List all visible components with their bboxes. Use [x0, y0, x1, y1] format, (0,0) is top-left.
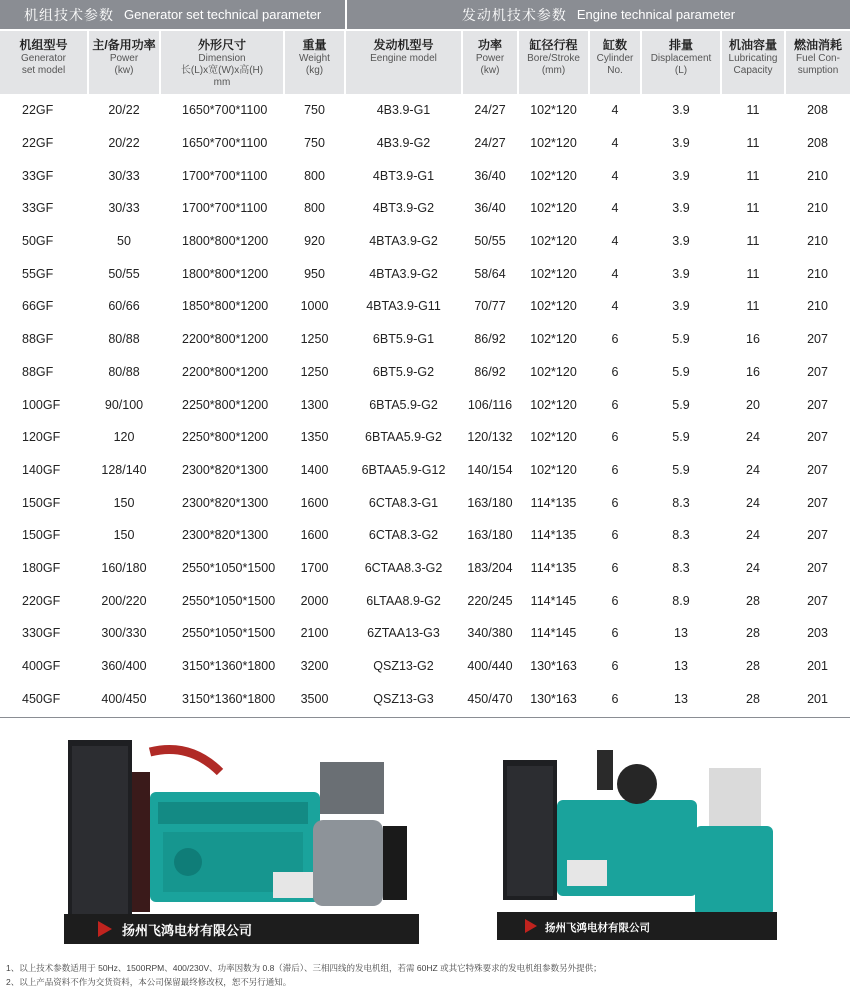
table-cell: 22GF	[22, 103, 54, 118]
table-row	[0, 682, 850, 715]
table-row	[0, 290, 850, 323]
table-cell: 20	[746, 397, 760, 412]
table-cell: 163/180	[467, 528, 513, 543]
table-cell: 11	[746, 234, 760, 249]
table-cell: 11	[746, 168, 760, 183]
col-header-engine-model: 发动机型号 Eengine model	[345, 31, 462, 94]
alternator	[695, 826, 773, 916]
table-cell: 210	[807, 168, 828, 183]
table-cell: 1000	[300, 299, 329, 314]
table-cell: 3.9	[672, 266, 690, 281]
table-cell: 150GF	[22, 528, 61, 543]
table-cell: 3200	[300, 659, 329, 674]
col-header-fuel: 燃油消耗 Fuel Con- sumption	[785, 31, 850, 94]
table-cell: 220GF	[22, 593, 61, 608]
table-cell: 24	[746, 560, 760, 575]
table-row	[0, 323, 850, 356]
table-cell: 22GF	[22, 136, 54, 151]
table-cell: 4	[611, 266, 619, 281]
table-cell: 80/88	[108, 332, 140, 347]
table-cell: 114*145	[530, 626, 577, 641]
col-header-displacement: 排量 Displacement (L)	[641, 31, 721, 94]
table-cell: 207	[807, 332, 828, 347]
table-cell: 207	[807, 495, 828, 510]
table-cell: 11	[746, 103, 760, 118]
table-cell: 3.9	[672, 299, 690, 314]
table-cell: 11	[746, 136, 760, 151]
table-cell: 400/450	[101, 691, 147, 706]
table-cell: 28	[746, 626, 760, 641]
table-cell: 800	[304, 168, 325, 183]
table-cell: 3150*1360*1800	[182, 691, 276, 706]
table-cell: 102*120	[530, 299, 577, 314]
table-cell: QSZ13-G2	[373, 659, 434, 674]
table-cell: 6BT5.9-G2	[372, 364, 435, 379]
table-cell: 6	[611, 495, 619, 510]
generator-photo-large	[58, 732, 428, 954]
table-cell: 102*120	[530, 168, 577, 183]
table-cell: 2100	[300, 626, 329, 641]
table-cell: 1700*700*1100	[182, 201, 268, 216]
table-cell: 24	[746, 430, 760, 445]
table-cell: 4BT3.9-G2	[372, 201, 435, 216]
table-row	[0, 421, 850, 454]
table-cell: 58/64	[474, 266, 506, 281]
engine-section-header	[347, 0, 850, 29]
table-cell: 2250*800*1200	[182, 397, 269, 412]
table-cell: 24	[746, 495, 760, 510]
table-cell: 5.9	[672, 364, 690, 379]
table-row	[0, 159, 850, 192]
table-cell: 130*163	[530, 691, 577, 706]
table-cell: 6BTAA5.9-G2	[365, 430, 442, 445]
table-cell: 16	[746, 364, 760, 379]
table-cell: 36/40	[474, 201, 506, 216]
table-cell: QSZ13-G3	[373, 691, 434, 706]
table-cell: 207	[807, 364, 828, 379]
table-cell: 120GF	[22, 430, 61, 445]
table-row	[0, 127, 850, 160]
table-cell: 2200*800*1200	[182, 364, 269, 379]
table-cell: 4	[611, 103, 619, 118]
table-cell: 130*163	[530, 659, 577, 674]
col-header-engine-power: 功率 Power (kw)	[462, 31, 518, 94]
alternator	[313, 820, 383, 906]
table-cell: 50GF	[22, 234, 54, 249]
column-header-row	[0, 31, 850, 94]
table-cell: 330GF	[22, 626, 61, 641]
table-cell: 6	[611, 462, 619, 477]
table-cell: 88GF	[22, 364, 54, 379]
table-cell: 2300*820*1300	[182, 495, 269, 510]
table-cell: 8.9	[672, 593, 690, 608]
table-cell: 13	[674, 626, 688, 641]
table-cell: 5.9	[672, 397, 690, 412]
table-cell: 3.9	[672, 168, 690, 183]
spec-table-body	[0, 94, 850, 715]
table-cell: 207	[807, 430, 828, 445]
table-cell: 210	[807, 201, 828, 216]
table-cell: 11	[746, 266, 760, 281]
table-cell: 1400	[300, 462, 329, 477]
table-cell: 120	[113, 430, 135, 445]
table-cell: 4BTA3.9-G2	[369, 234, 438, 249]
table-cell: 90/100	[104, 397, 144, 412]
table-cell: 203	[807, 626, 828, 641]
table-cell: 1850*800*1200	[182, 299, 269, 314]
table-cell: 2250*800*1200	[182, 430, 269, 445]
table-cell: 1250	[300, 332, 329, 347]
table-row	[0, 584, 850, 617]
table-row	[0, 192, 850, 225]
table-cell: 102*120	[530, 266, 577, 281]
table-cell: 5.9	[672, 332, 690, 347]
table-row	[0, 617, 850, 650]
table-cell: 360/400	[101, 659, 147, 674]
table-cell: 6	[611, 430, 619, 445]
table-cell: 106/116	[467, 397, 513, 412]
company-name-right: 扬州飞鸿电材有限公司	[545, 922, 650, 934]
table-cell: 163/180	[467, 495, 513, 510]
table-cell: 207	[807, 397, 828, 412]
table-cell: 20/22	[108, 103, 140, 118]
table-cell: 210	[807, 299, 828, 314]
table-cell: 80/88	[108, 364, 140, 379]
table-cell: 400/440	[467, 659, 513, 674]
table-cell: 66GF	[22, 299, 54, 314]
table-cell: 340/380	[467, 626, 513, 641]
table-cell: 4	[611, 201, 619, 216]
table-cell: 102*120	[530, 430, 577, 445]
table-cell: 102*120	[530, 332, 577, 347]
table-cell: 6	[611, 397, 619, 412]
table-cell: 200/220	[101, 593, 147, 608]
table-cell: 140GF	[22, 462, 61, 477]
footnotes	[6, 961, 846, 989]
table-cell: 5.9	[672, 462, 690, 477]
table-cell: 114*135	[530, 528, 577, 543]
table-cell: 2200*800*1200	[182, 332, 269, 347]
table-cell: 86/92	[474, 364, 506, 379]
table-cell: 208	[807, 136, 828, 151]
table-cell: 2300*820*1300	[182, 528, 269, 543]
table-cell: 1250	[300, 364, 329, 379]
table-cell: 207	[807, 593, 828, 608]
table-cell: 207	[807, 528, 828, 543]
table-cell: 400GF	[22, 659, 61, 674]
generator-section-title-cn: 机组技术参数	[24, 6, 114, 23]
table-cell: 4	[611, 299, 619, 314]
table-cell: 140/154	[467, 462, 513, 477]
table-cell: 50	[117, 234, 131, 249]
table-cell: 4BTA3.9-G11	[366, 299, 441, 314]
table-cell: 150GF	[22, 495, 61, 510]
table-cell: 128/140	[101, 462, 147, 477]
table-cell: 6CTAA8.3-G2	[364, 560, 443, 575]
table-cell: 102*120	[530, 103, 577, 118]
table-row	[0, 486, 850, 519]
table-cell: 2550*1050*1500	[182, 560, 276, 575]
table-row	[0, 388, 850, 421]
table-cell: 6	[611, 626, 619, 641]
table-cell: 920	[304, 234, 325, 249]
table-cell: 3.9	[672, 103, 690, 118]
table-cell: 60/66	[108, 299, 140, 314]
table-row	[0, 94, 850, 127]
table-cell: 6	[611, 560, 619, 575]
table-cell: 160/180	[101, 560, 147, 575]
col-header-cylinder: 缸数 Cylinder No.	[589, 31, 641, 94]
table-cell: 120/132	[467, 430, 513, 445]
table-cell: 102*120	[530, 462, 577, 477]
table-cell: 102*120	[530, 397, 577, 412]
col-header-dimension: 外形尺寸 Dimension 长(L)x宽(W)x高(H) mm	[160, 31, 284, 94]
table-cell: 1700	[300, 560, 329, 575]
table-cell: 2550*1050*1500	[182, 626, 276, 641]
table-cell: 1300	[300, 397, 329, 412]
table-cell: 13	[674, 659, 688, 674]
table-cell: 6	[611, 593, 619, 608]
table-cell: 6	[611, 528, 619, 543]
table-cell: 4B3.9-G1	[376, 103, 431, 118]
table-cell: 6CTA8.3-G2	[368, 528, 439, 543]
table-cell: 16	[746, 332, 760, 347]
table-cell: 6CTA8.3-G1	[368, 495, 439, 510]
generator-section-title-en: Generator set technical parameter	[124, 7, 322, 22]
table-cell: 28	[746, 691, 760, 706]
table-cell: 207	[807, 560, 828, 575]
table-cell: 201	[807, 691, 828, 706]
table-cell: 8.3	[672, 528, 690, 543]
table-cell: 102*120	[530, 136, 577, 151]
col-header-model: 机组型号 Generator set model	[0, 31, 88, 94]
col-header-weight: 重量 Weight (kg)	[284, 31, 345, 94]
table-cell: 1600	[300, 528, 329, 543]
generator-section-header	[0, 0, 345, 29]
product-photos	[0, 718, 850, 958]
table-cell: 950	[304, 266, 325, 281]
table-row	[0, 356, 850, 389]
table-cell: 30/33	[108, 168, 140, 183]
table-cell: 11	[746, 299, 760, 314]
table-cell: 6	[611, 332, 619, 347]
table-cell: 88GF	[22, 332, 54, 347]
table-cell: 180GF	[22, 560, 61, 575]
table-cell: 3.9	[672, 136, 690, 151]
table-cell: 102*120	[530, 234, 577, 249]
table-cell: 6	[611, 364, 619, 379]
table-cell: 28	[746, 659, 760, 674]
table-cell: 1800*800*1200	[182, 266, 269, 281]
table-cell: 3.9	[672, 201, 690, 216]
table-cell: 70/77	[474, 299, 506, 314]
table-cell: 114*145	[530, 593, 577, 608]
table-cell: 207	[807, 462, 828, 477]
table-cell: 4	[611, 234, 619, 249]
table-cell: 100GF	[22, 397, 61, 412]
table-cell: 750	[304, 103, 325, 118]
table-cell: 55GF	[22, 266, 54, 281]
table-cell: 102*120	[530, 364, 577, 379]
table-cell: 2000	[300, 593, 329, 608]
col-header-lubricating: 机油容量 Lubricating Capacity	[721, 31, 785, 94]
table-cell: 102*120	[530, 201, 577, 216]
table-cell: 150	[113, 495, 135, 510]
table-cell: 6LTAA8.9-G2	[366, 593, 441, 608]
table-cell: 4	[611, 136, 619, 151]
table-cell: 800	[304, 201, 325, 216]
table-cell: 8.3	[672, 495, 690, 510]
table-cell: 24/27	[474, 136, 506, 151]
table-cell: 1600	[300, 495, 329, 510]
table-cell: 4BT3.9-G1	[372, 168, 435, 183]
table-row	[0, 225, 850, 258]
table-cell: 150	[113, 528, 135, 543]
table-row	[0, 454, 850, 487]
table-cell: 750	[304, 136, 325, 151]
table-cell: 183/204	[467, 560, 513, 575]
company-name-left: 扬州飞鸿电材有限公司	[122, 924, 253, 939]
table-cell: 4	[611, 168, 619, 183]
table-cell: 24/27	[474, 103, 506, 118]
table-cell: 450/470	[467, 691, 513, 706]
table-row	[0, 519, 850, 552]
table-cell: 33GF	[22, 201, 54, 216]
table-cell: 13	[674, 691, 688, 706]
table-cell: 50/55	[474, 234, 506, 249]
table-row	[0, 552, 850, 585]
table-cell: 114*135	[530, 495, 577, 510]
table-cell: 4B3.9-G2	[376, 136, 431, 151]
table-cell: 5.9	[672, 430, 690, 445]
table-cell: 2300*820*1300	[182, 462, 269, 477]
col-header-bore-stroke: 缸径行程 Bore/Stroke (mm)	[518, 31, 589, 94]
table-cell: 4BTA3.9-G2	[369, 266, 438, 281]
engine-section-title-cn: 发动机技术参数	[461, 6, 567, 23]
footnote-2: 2、以上产品资料不作为交货资料，本公司保留最终修改权，恕不另行通知。	[6, 977, 292, 987]
table-cell: 33GF	[22, 168, 54, 183]
table-cell: 6BTAA5.9-G12	[361, 462, 446, 477]
table-cell: 210	[807, 266, 828, 281]
table-row	[0, 257, 850, 290]
table-cell: 2550*1050*1500	[182, 593, 276, 608]
table-cell: 6BT5.9-G1	[372, 332, 435, 347]
table-cell: 3150*1360*1800	[182, 659, 276, 674]
table-cell: 8.3	[672, 560, 690, 575]
table-cell: 1700*700*1100	[182, 168, 268, 183]
engine-section-title-en: Engine technical parameter	[576, 7, 736, 22]
table-cell: 28	[746, 593, 760, 608]
table-cell: 1650*700*1100	[182, 103, 268, 118]
table-cell: 1650*700*1100	[182, 136, 268, 151]
table-cell: 1350	[300, 430, 329, 445]
col-header-power: 主/备用功率 Power (kw)	[88, 31, 160, 94]
generator-photo-small	[497, 740, 783, 950]
table-cell: 220/245	[467, 593, 513, 608]
table-cell: 6	[611, 691, 619, 706]
table-cell: 6	[611, 659, 619, 674]
table-cell: 6ZTAA13-G3	[367, 626, 440, 641]
table-cell: 201	[807, 659, 828, 674]
spec-table	[0, 31, 850, 715]
footnote-1: 1、以上技术参数适用于 50Hz、1500RPM、400/230V、功率因数为 0.8（滞后）、三相四线的发电机组，若需 60HZ 或其它特殊要求的发电机组参数另外提供；	[6, 963, 602, 973]
table-cell: 24	[746, 462, 760, 477]
table-cell: 86/92	[474, 332, 506, 347]
table-cell: 114*135	[530, 560, 577, 575]
table-cell: 24	[746, 528, 760, 543]
table-cell: 300/330	[101, 626, 147, 641]
table-cell: 50/55	[108, 266, 140, 281]
table-cell: 20/22	[108, 136, 140, 151]
table-cell: 3.9	[672, 234, 690, 249]
table-cell: 1800*800*1200	[182, 234, 269, 249]
table-row	[0, 650, 850, 683]
table-cell: 3500	[300, 691, 329, 706]
table-cell: 30/33	[108, 201, 140, 216]
table-cell: 36/40	[474, 168, 506, 183]
table-cell: 210	[807, 234, 828, 249]
table-cell: 6BTA5.9-G2	[369, 397, 438, 412]
table-cell: 11	[746, 201, 760, 216]
table-cell: 208	[807, 103, 828, 118]
table-cell: 450GF	[22, 691, 61, 706]
